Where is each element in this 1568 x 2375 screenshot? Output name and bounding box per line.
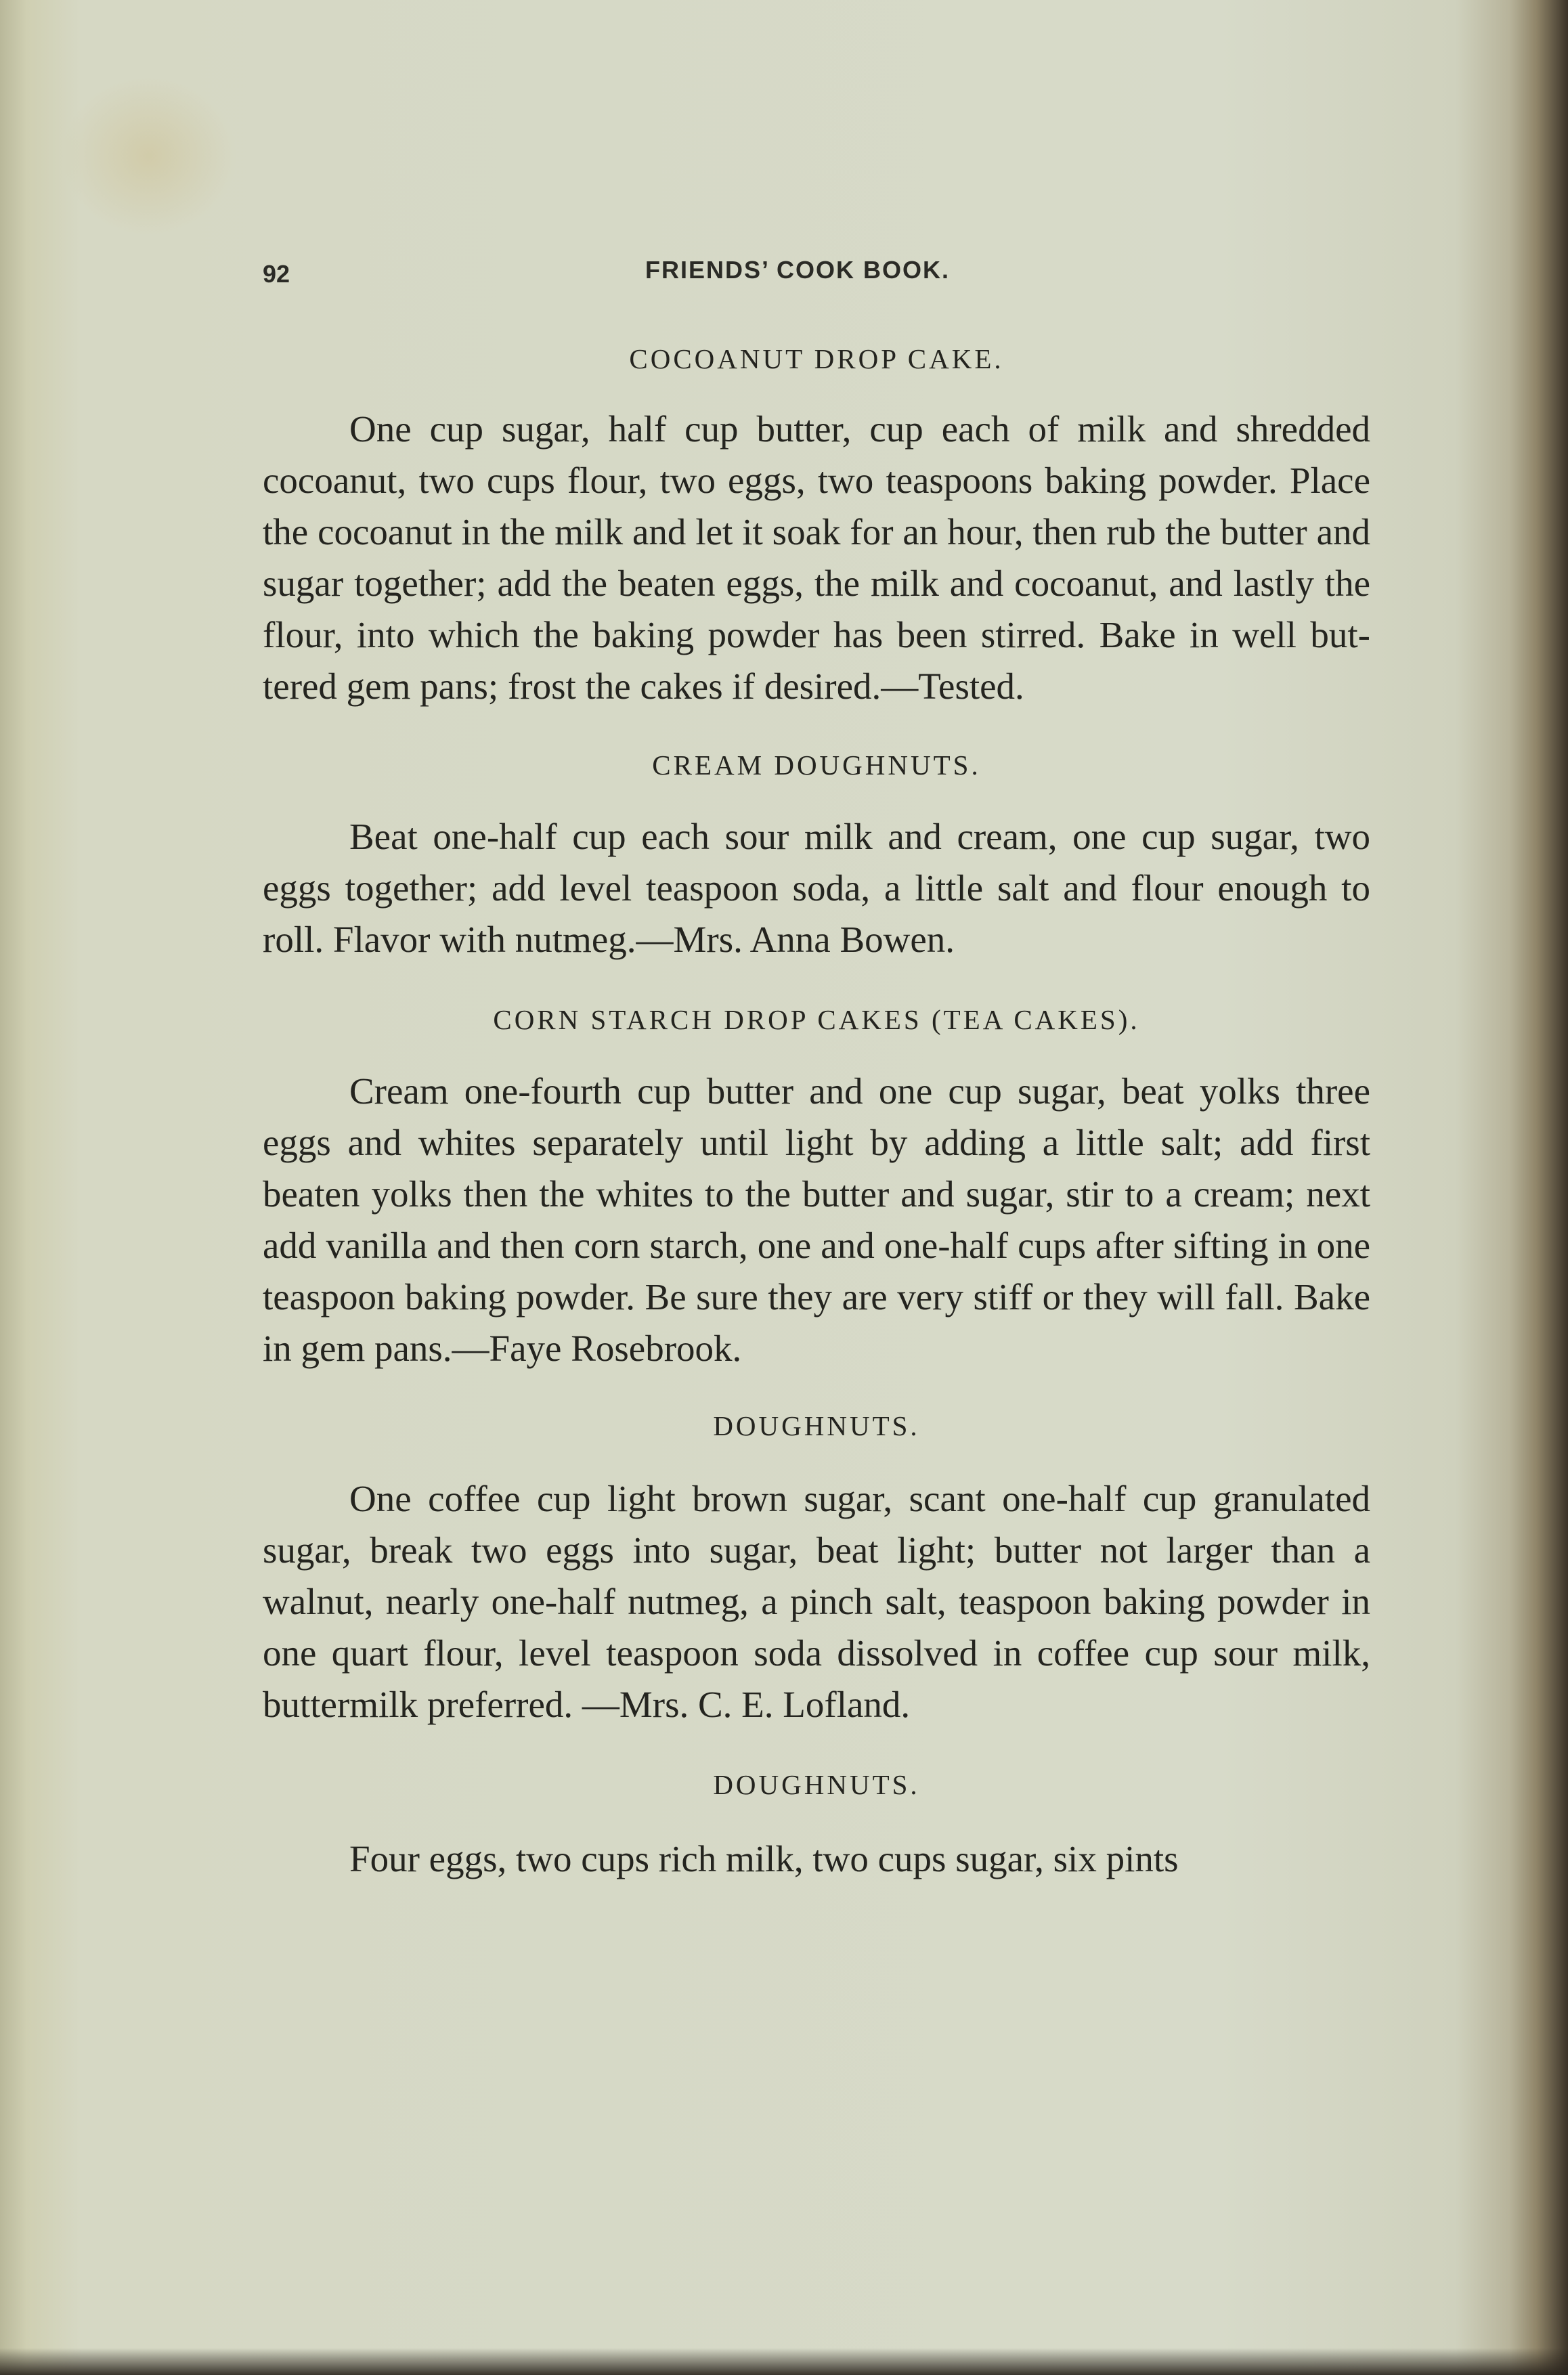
running-title: FRIENDS’ COOK BOOK. [645, 256, 951, 284]
recipe-text: One coffee cup light brown sugar, scant one-half cup granulated sugar, break two eggs into sugar, beat light; butter not larger than a walnut, nearly one-half nutmeg, a pinch salt, teaspoon baking powder in one quart flour, level teaspoon soda dissolved in coffee cup sour milk, buttermilk preferred. —Mrs. C. E. Lofland. [263, 1478, 1370, 1725]
paper-stain [61, 74, 237, 237]
page-number: 92 [263, 260, 290, 288]
page-content [263, 339, 1370, 1885]
recipe-title: CREAM DOUGHNUTS. [652, 749, 981, 781]
recipe-text: Beat one-half cup each sour milk and cream, one cup sugar, two eggs together; add level teaspoon soda, a little salt and flour enough to roll. Flavor with nutmeg.—Mrs. Anna Bowen. [263, 816, 1370, 960]
recipe-title: COCOANUT DROP CAKE. [629, 343, 1004, 374]
recipe-title: DOUGHNUTS. [713, 1410, 920, 1441]
recipe-text: Cream one-fourth cup butter and one cup sugar, beat yolks three eggs and whites separately until light by adding a little salt; add first beaten yolks then the whites to the butter and sugar, stir to a cream; next add vanilla and then corn starch, one and one-half cups after sifting in one teaspoon baking powder. Be sure they are very stiff or they will fall. Bake in gem pans.—Faye Rosebrook. [263, 1070, 1370, 1369]
recipe-title: CORN STARCH DROP CAKES (TEA CAKES). [493, 1004, 1140, 1035]
recipe-text: One cup sugar, half cup butter, cup each of milk and shredded cocoanut, two cups flour, two eggs, two teaspoons baking powder. Place the cocoanut in the milk and let it soak for an hour, then rub the butter and sugar together; add the beaten eggs, the milk and cocoanut, and lastly the flour, into which the baking powder has been stirred. Bake in well buttered gem pans; frost the cakes if desired.—Tested. [263, 408, 1370, 707]
recipe-text: Four eggs, two cups rich milk, two cups sugar, six pints [349, 1838, 1179, 1879]
recipe-title: DOUGHNUTS. [713, 1769, 920, 1800]
page-edge-shadow [0, 2348, 1568, 2375]
